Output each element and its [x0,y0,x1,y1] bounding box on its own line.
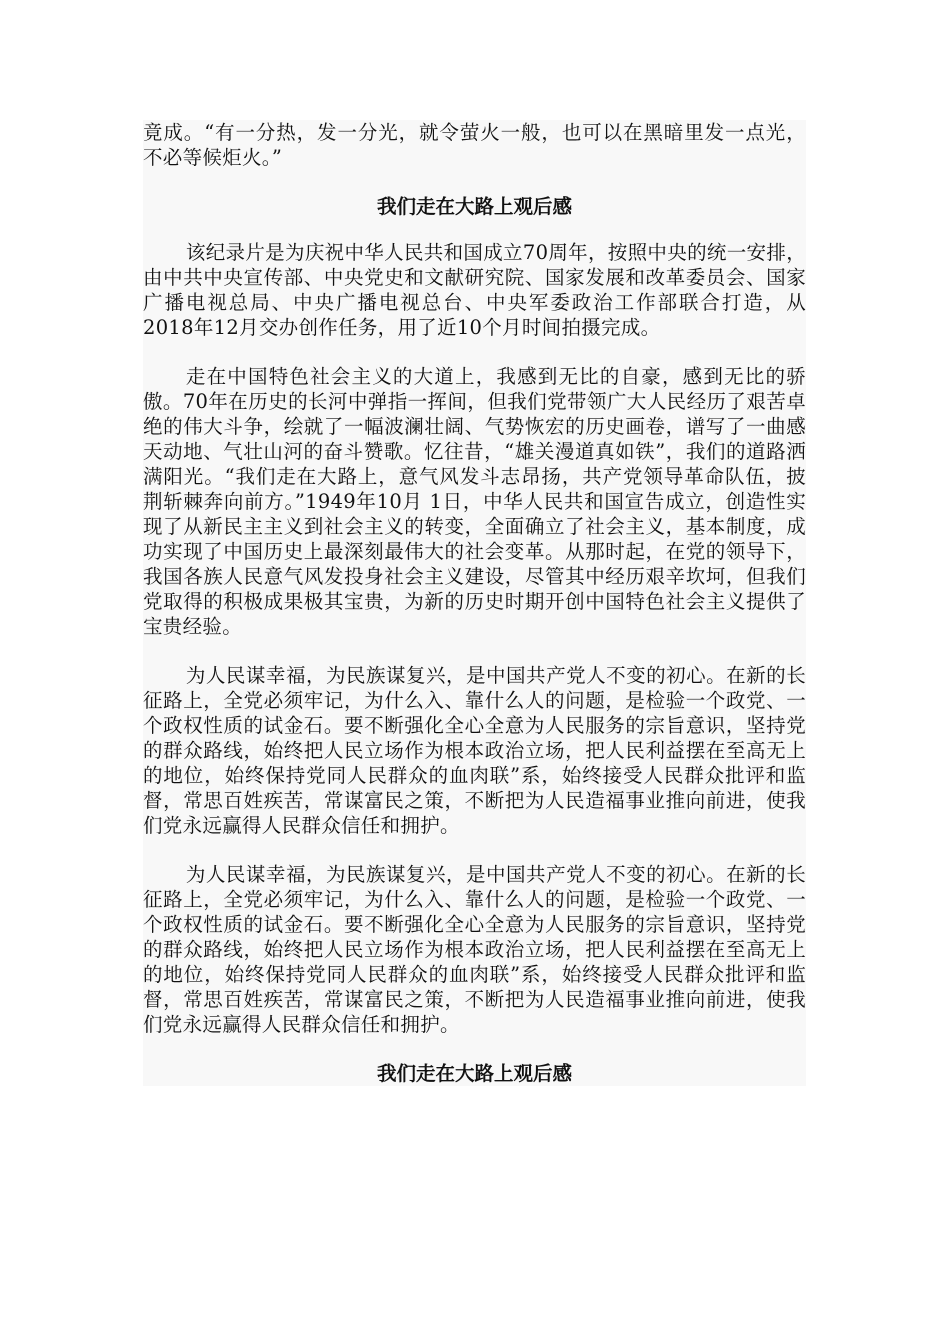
intro-paragraph-tail: 竟成。“有一分热，发一分光，就令萤火一般，也可以在黑暗里发一点光，不必等候炬火。” [143,121,806,169]
body-paragraph: 该纪录片是为庆祝中华人民共和国成立70周年，按照中央的统一安排，由中共中央宣传部、中央党史和文献研究院、国家发展和改革委员会、国家广播电视总局、中央广播电视总台、中央军委政治工作部联合打造，从2018年12月交办创作任务，用了近10个月时间拍摄完成。 [143,241,806,339]
section-heading: 我们走在大路上观后感 [376,1062,572,1085]
document-body [143,120,806,1086]
body-paragraph: 为人民谋幸福，为民族谋复兴，是中国共产党人不变的初心。在新的长征路上，全党必须牢记，为什么入、靠什么人的问题，是检验一个政党、一个政权性质的试金石。要不断强化全心全意为人民服务的宗旨意识，坚持党的群众路线，始终把人民立场作为根本政治立场，把人民利益摆在至高无上的地位，始终保持党同人民群众的血肉联”系，始终接受人民群众批评和监督，常思百姓疾苦，常谋富民之策，不断把为人民造福事业推向前进，使我们党永远赢得人民群众信任和拥护。 [143,863,806,1036]
section-heading: 我们走在大路上观后感 [376,195,572,218]
body-paragraph: 为人民谋幸福，为民族谋复兴，是中国共产党人不变的初心。在新的长征路上，全党必须牢记，为什么入、靠什么人的问题，是检验一个政党、一个政权性质的试金石。要不断强化全心全意为人民服务的宗旨意识，坚持党的群众路线，始终把人民立场作为根本政治立场，把人民利益摆在至高无上的地位，始终保持党同人民群众的血肉联”系，始终接受人民群众批评和监督，常思百姓疾苦，常谋富民之策，不断把为人民造福事业推向前进，使我们党永远赢得人民群众信任和拥护。 [143,664,806,837]
body-paragraph: 走在中国特色社会主义的大道上，我感到无比的自豪，感到无比的骄傲。70年在历史的长河中弹指一挥间，但我们党带领广大人民经历了艰苦卓绝的伟大斗争，绘就了一幅波澜壮阔、气势恢宏的历史画卷，谱写了一曲感天动地、气壮山河的奋斗赞歌。忆往昔，“雄关漫道真如铁”，我们的道路洒满阳光。“我们走在大路上，意气风发斗志昂扬，共产党领导革命队伍，披荆斩棘奔向前方。”1949年10月 1日，中华人民共和国宣告成立，创造性实现了从新民主主义到社会主义的转变，全面确立了社会主义，基本制度，成功实现了中国历史上最深刻最伟大的社会变革。从那时起，在党的领导下，我国各族人民意气风发投身社会主义建设，尽管其中经历艰辛坎坷，但我们党取得的积极成果极其宝贵，为新的历史时期开创中国特色社会主义提供了宝贵经验。 [143,365,806,638]
